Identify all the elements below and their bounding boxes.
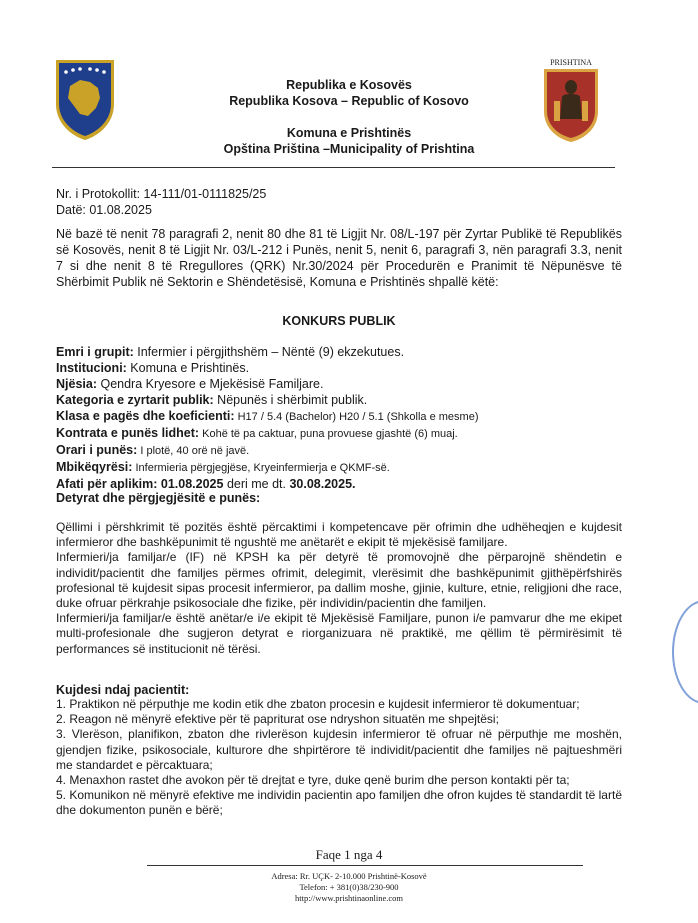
field-value: I plotë, 40 orë në javë.: [137, 445, 250, 457]
republic-name-multilingual: Republika Kosova – Republic of Kosovo: [229, 94, 469, 108]
field-unit: [56, 376, 622, 392]
deadline-end: 30.08.2025.: [286, 477, 356, 491]
list-item: 3. Vlerëson, planifikon, zbaton dhe rivlerëson kujdesin infermieror të ofruar në përputhje me moshën, gjendjen fizike, psikosociale, kulturore dhe shpirtërore të individit/pacientit dhe familjes në pajtueshmëri me standardet e përcaktuara;: [56, 727, 622, 772]
field-value: Kohë të pa caktuar, puna provuese gjashtë (6) muaj.: [199, 428, 458, 440]
field-label: Kontrata e punës lidhet:: [56, 426, 200, 440]
field-label: Mbikëqyrësi:: [56, 460, 133, 474]
duties-section: [56, 520, 622, 657]
list-item: 2. Reagon në mënyrë efektive për të papriturat ose ndryshon situatën me shpejtësi;: [56, 712, 499, 727]
patient-care-heading: Kujdesi ndaj pacientit:: [56, 683, 190, 697]
field-schedule: [56, 442, 622, 459]
field-label: Afati për aplikim:: [56, 477, 158, 491]
municipality-heading: [160, 125, 538, 157]
field-deadline: [56, 476, 622, 492]
deadline-start: 01.08.2025: [157, 477, 224, 491]
prishtina-coat-of-arms-icon: [540, 57, 602, 143]
footer-phone: Telefon: + 381(0)38/230-900: [299, 882, 399, 892]
list-item: 1. Praktikon në përputhje me kodin etik dhe zbaton procesin e kujdesit infermieror të dokumentuar;: [56, 697, 580, 711]
field-label: Kategoria e zyrtarit publik:: [56, 393, 214, 407]
protocol-number: Nr. i Protokollit: 14-111/01-0111825/25: [56, 187, 267, 201]
footer-website[interactable]: http://www.prishtinaonline.com: [294, 893, 404, 903]
footer-divider: [147, 865, 583, 866]
header-divider: [52, 167, 615, 168]
patient-care-list: [56, 697, 622, 819]
field-value: Qendra Kryesore e Mjekësisë Familjare.: [97, 377, 324, 391]
page-number: Faqe 1 nga 4: [315, 847, 383, 862]
duties-paragraph: Qëllimi i përshkrimit të pozitës është përcaktimi i kompetencave për ofrimin dhe udhëheqjen e kujdesit infermieror dhe bashkëpunimit të ngushtë me anëtarët e ekipit të mjekësisë familjare.: [56, 520, 622, 550]
field-label: Orari i punës:: [56, 443, 138, 457]
field-group-name: [56, 344, 622, 360]
field-value: Komuna e Prishtinës.: [126, 361, 250, 375]
field-value: Nëpunës i shërbimit publik.: [213, 393, 368, 407]
protocol-block: [56, 186, 266, 218]
field-label: Njësia:: [56, 377, 97, 391]
footer-address: Adresa: Rr. UÇK- 2-10.000 Prishtinë-Kosovë: [271, 871, 427, 881]
field-contract: [56, 425, 622, 442]
protocol-date: Datë: 01.08.2025: [56, 203, 152, 217]
field-salary-class: [56, 408, 622, 425]
deadline-connector: deri me dt.: [223, 477, 286, 491]
field-value: H17 / 5.4 (Bachelor) H20 / 5.1 (Shkolla e mesme): [234, 411, 479, 423]
legal-basis-paragraph: Në bazë të nenit 78 paragrafi 2, nenit 80 dhe 81 të Ligjit Nr. 08/L-197 për Zyrtar Publikë të Republikës së Kosovës, nenit 8 të Ligjit Nr. 03/L-212 i Punës, nenit 5, nenit 6, paragrafi 3, nën paragrafi 3.3, nenit 7 si dhe nenit 8 të Rregullores (QRK) Nr.30/2024 për Procedurën e Pranimit të Nëpunësve të Shërbimit Publik në Sektorin e Shëndetësisë, Komuna e Prishtinës shpallë këtë:: [56, 227, 622, 289]
municipality-name-multilingual: Opština Priština –Municipality of Prishtina: [223, 142, 475, 156]
duties-paragraph: Infermieri/ja familjar/e (IF) në KPSH ka për detyrë të promovojnë dhe përparojnë shëndetin e individit/pacientit dhe familjes përmes ofrimit, delegimit, vlerësimit dhe bashkëpunimit gjithëpërfshirës profesional të kujdesit sipas procesit infermieror, pa dallim moshe, gjinie, kulture, etnie, religjioni dhe race, duke ofruar përkrahje psikosociale dhe fizike, për individin/pacientin dhe familjen.: [56, 550, 622, 611]
stamp-fragment: [672, 600, 698, 704]
emblem-city-label: PRISHTINA: [550, 58, 592, 67]
republic-heading: [160, 77, 538, 109]
field-label: Emri i grupit:: [56, 345, 134, 359]
municipality-name-albanian: Komuna e Prishtinës: [286, 126, 412, 140]
field-value: Infermier i përgjithshëm – Nëntë (9) ekzekutues.: [133, 345, 405, 359]
duties-paragraph: Infermieri/ja familjar/e është anëtar/e i/e ekipit të Mjekësisë Familjare, punon i/e pamvarur dhe me ekipet multi-profesionale dhe sugjeron detyrat e riorganizuara në praktikë, me qëllim të përmirësimit të performances së institucionit në tërësi.: [56, 611, 622, 656]
duties-heading: Detyrat dhe përgjegjësitë e punës:: [56, 491, 261, 505]
field-value: Infermieria përgjegjëse, Kryeinfermierja e QKMF-së.: [132, 462, 390, 474]
kosovo-coat-of-arms-icon: [52, 58, 118, 142]
vacancy-details: [56, 344, 622, 492]
field-label: Klasa e pagës dhe koeficienti:: [56, 409, 235, 423]
field-category: [56, 392, 622, 408]
list-item: 4. Menaxhon rastet dhe avokon për të drejtat e tyre, duke qenë burim dhe person kontakti për ta;: [56, 773, 570, 788]
field-institution: [56, 360, 622, 376]
document-title: KONKURS PUBLIK: [282, 314, 396, 328]
field-label: Institucioni:: [56, 361, 127, 375]
republic-name-albanian: Republika e Kosovës: [286, 78, 412, 92]
footer-contact: [0, 871, 698, 904]
list-item: 5. Komunikon në mënyrë efektive me individin pacientin apo familjen dhe ofron kujdes të standardit të lartë dhe dokumenton punën e bërë;: [56, 788, 622, 818]
field-supervisor: [56, 459, 622, 476]
